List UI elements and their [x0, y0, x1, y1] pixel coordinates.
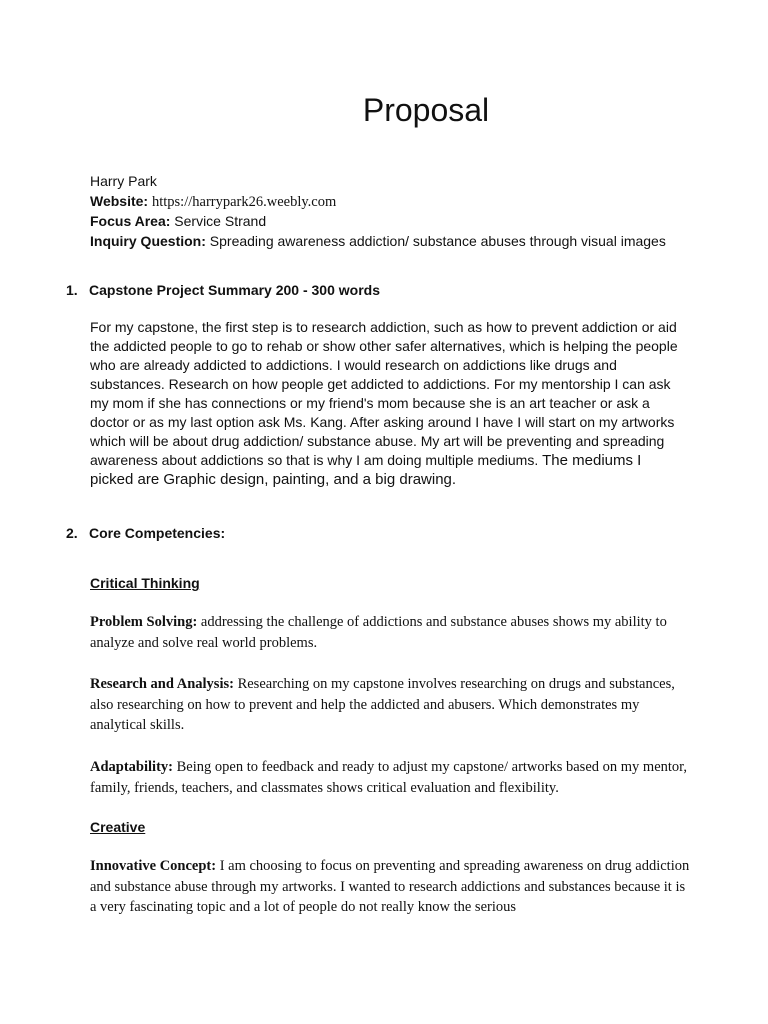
- innovative-concept-label: Innovative Concept:: [90, 858, 217, 874]
- innovative-concept-text: I am choosing to focus on preventing and spreading awareness on drug addiction and substance abuse through my artworks. I wanted to research addictions and substances because it is a very fascinating topic and a lot of people do not really know the serious: [90, 858, 690, 915]
- research-analysis-label: Research and Analysis:: [90, 676, 234, 692]
- inquiry-question-row: [90, 232, 666, 252]
- website-label: Website:: [90, 192, 149, 209]
- author-info: [90, 172, 666, 251]
- summary-tail: The mediums I picked are Graphic design, painting, and a big drawing.: [90, 452, 642, 488]
- focus-area-label: Focus Area:: [90, 213, 171, 229]
- section-1-number: 1.: [66, 282, 78, 298]
- innovative-concept-paragraph: [90, 856, 690, 918]
- focus-area-row: [90, 212, 666, 232]
- section-2-heading: [66, 525, 225, 541]
- inquiry-question-value: Spreading awareness addiction/ substance abuses through visual images: [209, 232, 666, 249]
- critical-thinking-heading: Critical Thinking: [90, 575, 200, 591]
- page-title: Proposal: [362, 92, 490, 128]
- problem-solving-paragraph: [90, 612, 690, 653]
- adaptability-label: Adaptability:: [90, 759, 173, 775]
- adaptability-text: Being open to feedback and ready to adjust my capstone/ artworks based on my mentor, family, friends, teachers, and classmates shows critical evaluation and flexibility.: [90, 759, 688, 796]
- section-1-heading: [66, 282, 380, 298]
- author-name: Harry Park: [90, 173, 157, 189]
- research-analysis-text: Researching on my capstone involves researching on drugs and substances, also researching on how to prevent and help the addicted and abusers. Which demonstrates my analytical skills.: [90, 676, 675, 733]
- research-analysis-paragraph: [90, 674, 690, 736]
- creative-heading: Creative: [90, 819, 146, 835]
- problem-solving-text: addressing the challenge of addictions and substance abuses shows my ability to analyze and solve real world problems.: [90, 614, 667, 651]
- adaptability-paragraph: [90, 757, 690, 798]
- problem-solving-label: Problem Solving:: [90, 614, 198, 630]
- section-2-number: 2.: [66, 525, 78, 541]
- website-row: [90, 192, 666, 213]
- section-1-title: Capstone Project Summary 200 - 300 words: [89, 282, 380, 298]
- capstone-summary: [90, 318, 680, 489]
- website-link[interactable]: https://harrypark26.weebly.com: [151, 193, 337, 210]
- section-2-title: Core Competencies:: [89, 525, 226, 541]
- summary-body: For my capstone, the first step is to research addiction, such as how to prevent addiction or aid the addicted people to go to rehab or show other safer alternatives, which is helping the people who are already addicted to addictions. I would research on addictions like drugs and substances. Research on how people get addicted to addictions. For my mentorship I can ask my mom if she has connections or my friend's mom because she is an art teacher or ask a doctor or as my last option ask Ms. Kang. After asking around I have I will start on my artworks which will be about drug addiction/ substance abuse. My art will be preventing and spreading awareness about addictions so that is why I am doing multiple mediums.: [90, 319, 678, 468]
- inquiry-question-label: Inquiry Question:: [90, 232, 206, 249]
- focus-area-value: Service Strand: [174, 213, 267, 229]
